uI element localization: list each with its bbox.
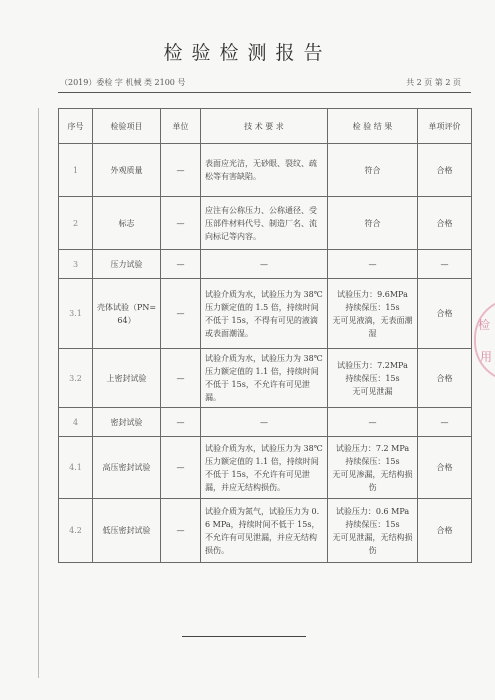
- inspection-result: [328, 349, 418, 408]
- official-seal: [474, 298, 495, 382]
- report-title: 检验检测报告: [163, 42, 332, 64]
- row-number: 3: [59, 250, 93, 279]
- inspection-table: [58, 108, 472, 563]
- table-header-row: [59, 109, 472, 144]
- unit-cell: —: [161, 279, 201, 349]
- inspection-item: 外观质量: [93, 144, 161, 197]
- item-evaluation: 合格: [418, 197, 472, 250]
- table-row: [59, 250, 472, 279]
- technical-requirement: 表面应光洁，无砂眼、裂纹、疏松等有害缺陷。: [201, 144, 328, 197]
- technical-requirement: 试验介质为氮气，试验压力为 0.6 MPa，持续时间不低于 15s，不允许有可见泄漏，并应无结构损伤。: [201, 499, 328, 563]
- result-line: 无可见液滴，无表面潮湿: [332, 315, 413, 338]
- inspection-item: 压力试验: [93, 250, 161, 279]
- technical-requirement: 应注有公称压力、公称通径、受压部件材料代号、制造厂名、流向标记等内容。: [201, 197, 328, 250]
- result-line: 试验压力：7.2MPa: [337, 360, 408, 370]
- unit-cell: —: [161, 408, 201, 437]
- item-evaluation: —: [418, 250, 472, 279]
- table-row: [59, 279, 472, 349]
- unit-cell: —: [161, 197, 201, 250]
- item-evaluation: 合格: [418, 437, 472, 499]
- item-evaluation: 合格: [418, 349, 472, 408]
- result-line: 试验压力：9.6MPa: [337, 289, 408, 299]
- seal-char: 用: [480, 350, 493, 364]
- unit-cell: —: [161, 499, 201, 563]
- seal-char: 检: [478, 318, 491, 332]
- column-header: 单位: [161, 109, 201, 144]
- column-header: 技 术 要 求: [201, 109, 328, 144]
- row-number: 1: [59, 144, 93, 197]
- column-header: 单项评价: [418, 109, 472, 144]
- inspection-result: [328, 197, 418, 250]
- table-row: [59, 408, 472, 437]
- table-row: [59, 349, 472, 408]
- inspection-result: [328, 279, 418, 349]
- item-evaluation: 合格: [418, 279, 472, 349]
- result-line: 持续保压：15s: [345, 519, 400, 529]
- result-line: 持续保压：15s: [345, 456, 400, 466]
- result-line: 试验压力：7.2 MPa: [335, 443, 410, 453]
- inspection-result: [328, 408, 418, 437]
- item-evaluation: 合格: [418, 499, 472, 563]
- inspection-result: [328, 499, 418, 563]
- row-number: 2: [59, 197, 93, 250]
- row-number: 4: [59, 408, 93, 437]
- inspection-item: 标志: [93, 197, 161, 250]
- technical-requirement: 试验介质为水，试验压力为 38℃压力额定值的 1.1 倍，持续时间不低于 15s，不允许有可见泄漏。: [201, 349, 328, 408]
- technical-requirement: 试验介质为水，试验压力为 38℃压力额定值的 1.5 倍，持续时间不低于 15s，不得有可见的液滴或表面潮湿。: [201, 279, 328, 349]
- document-number: （2019）委检 字 机械 类 2100 号: [60, 78, 186, 87]
- result-line: 无可见渗漏，无结构损伤: [332, 469, 413, 492]
- result-line: 无可见泄漏，无结构损伤: [332, 532, 413, 555]
- row-number: 3.1: [59, 279, 93, 349]
- column-header: 检验项目: [93, 109, 161, 144]
- inspection-item: 壳体试验（PN=64）: [93, 279, 161, 349]
- result-line: 持续保压：15s: [345, 302, 400, 312]
- result-line: 无可见泄漏: [352, 386, 393, 396]
- result-line: 符合: [364, 165, 381, 175]
- result-line: 试验压力：0.6 MPa: [335, 506, 410, 516]
- result-line: 符合: [364, 218, 381, 228]
- inspection-item: 上密封试验: [93, 349, 161, 408]
- row-number: 4.2: [59, 499, 93, 563]
- table-row: [59, 144, 472, 197]
- row-number: 4.1: [59, 437, 93, 499]
- unit-cell: —: [161, 144, 201, 197]
- footer-rule: [182, 636, 306, 637]
- technical-requirement: —: [201, 250, 328, 279]
- item-evaluation: —: [418, 408, 472, 437]
- inspection-item: 低压密封试验: [93, 499, 161, 563]
- technical-requirement: 试验介质为水，试验压力为 38℃压力额定值的 1.1 倍，持续时间不低于 15s，不允许有可见泄漏，并应无结构损伤。: [201, 437, 328, 499]
- header-rule: [58, 92, 471, 93]
- table-body: [59, 144, 472, 563]
- table-row: [59, 437, 472, 499]
- result-line: —: [368, 417, 377, 427]
- inspection-result: [328, 144, 418, 197]
- binding-margin-line: [38, 108, 39, 678]
- inspection-result: [328, 437, 418, 499]
- column-header: 检 验 结 果: [328, 109, 418, 144]
- row-number: 3.2: [59, 349, 93, 408]
- result-line: —: [368, 259, 377, 269]
- page-info: 共 2 页 第 2 页: [406, 78, 461, 87]
- technical-requirement: —: [201, 408, 328, 437]
- inspection-item: 高压密封试验: [93, 437, 161, 499]
- inspection-table-container: [58, 108, 471, 563]
- result-line: 持续保压：15s: [345, 373, 400, 383]
- unit-cell: —: [161, 349, 201, 408]
- unit-cell: —: [161, 437, 201, 499]
- column-header: 序号: [59, 109, 93, 144]
- inspection-result: [328, 250, 418, 279]
- item-evaluation: 合格: [418, 144, 472, 197]
- table-row: [59, 499, 472, 563]
- inspection-item: 密封试验: [93, 408, 161, 437]
- table-row: [59, 197, 472, 250]
- unit-cell: —: [161, 250, 201, 279]
